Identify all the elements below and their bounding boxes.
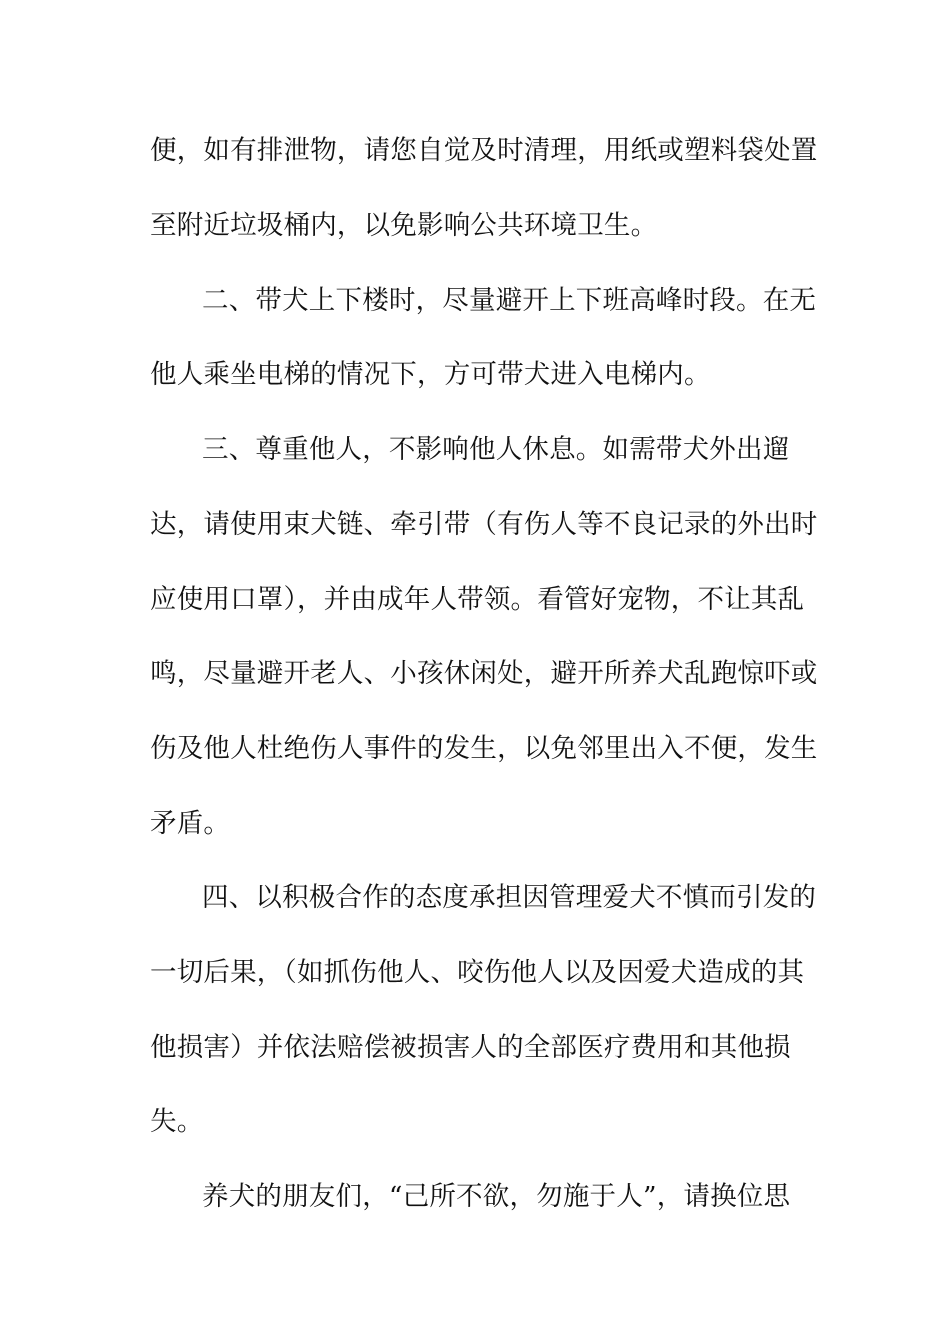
paragraph-3-start: 三、尊重他人，不影响他人休息。如需带犬外出遛 bbox=[202, 434, 790, 465]
text-line: 达，请使用束犬链、牵引带（有伤人等不良记录的外出时 bbox=[150, 509, 818, 540]
text-line: 至附近垃圾桶内，以免影响公共环境卫生。 bbox=[150, 210, 658, 241]
text-line: 一切后果，（如抓伤他人、咬伤他人以及因爱犬造成的其 bbox=[150, 957, 805, 988]
text-line: 便，如有排泄物，请您自觉及时清理，用纸或塑料袋处置 bbox=[150, 135, 818, 166]
paragraph-2-start: 二、带犬上下楼时，尽量避开上下班高峰时段。在无 bbox=[202, 285, 817, 316]
paragraph-4-start: 四、以积极合作的态度承担因管理爱犬不慎而引发的 bbox=[202, 882, 817, 913]
text-line: 鸣，尽量避开老人、小孩休闲处，避开所养犬乱跑惊吓或 bbox=[150, 658, 818, 689]
text-line: 他损害）并依法赔偿被损害人的全部医疗费用和其他损 bbox=[150, 1032, 791, 1063]
text-line: 应使用口罩），并由成年人带领。看管好宠物，不让其乱 bbox=[150, 584, 805, 615]
text-line: 伤及他人杜绝伤人事件的发生，以免邻里出入不便，发生 bbox=[150, 733, 818, 764]
text-line: 他人乘坐电梯的情况下，方可带犬进入电梯内。 bbox=[150, 359, 711, 390]
closing-paragraph-start: 养犬的朋友们，“己所不欲，勿施于人”，请换位思 bbox=[202, 1181, 791, 1212]
text-line: 失。 bbox=[150, 1106, 204, 1137]
text-line: 矛盾。 bbox=[150, 808, 231, 839]
